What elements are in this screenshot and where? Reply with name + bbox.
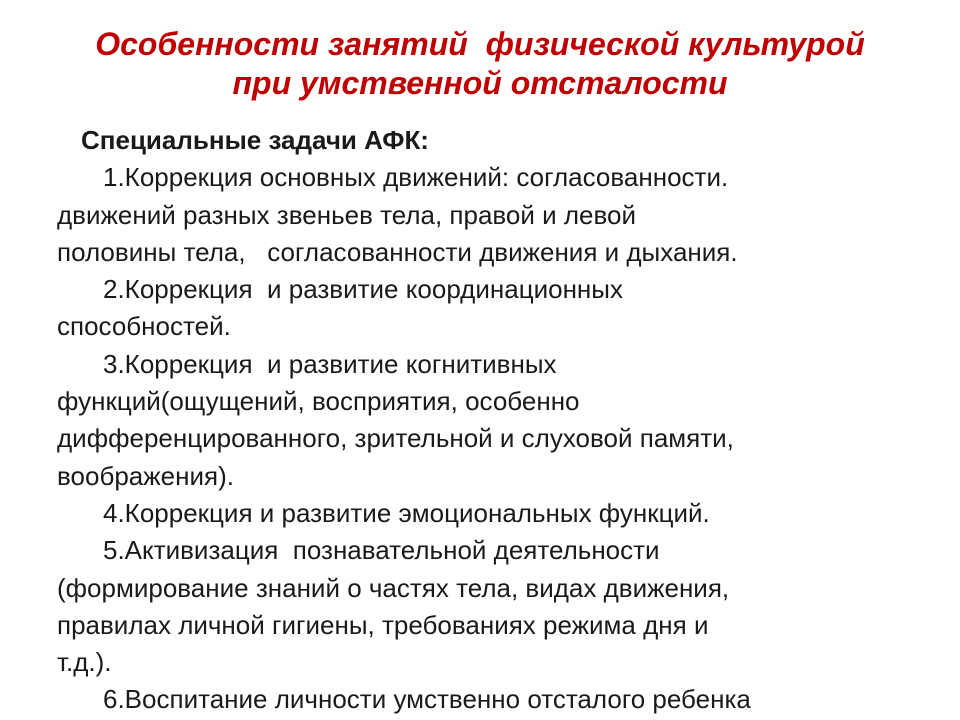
task-2	[57, 271, 937, 346]
task-2-line-2: способностей.	[57, 311, 231, 342]
task-1-line-1: 1.Коррекция основных движений: согласованности.	[103, 162, 729, 193]
task-5-line-4: т.д.).	[57, 647, 112, 678]
task-5-line-2: (формирование знаний о частях тела, видах движения,	[57, 572, 730, 603]
task-4	[57, 495, 937, 532]
task-1	[57, 159, 937, 271]
task-6-line-1: 6.Воспитание личности умственно отсталого ребенка	[103, 684, 751, 715]
task-3-line-1: 3.Коррекция и развитие когнитивных	[103, 348, 557, 379]
task-5-line-3: правилах личной гигиены, требованиях режима дня и	[57, 609, 709, 640]
title-line-2: при умственной отсталости	[232, 65, 728, 101]
task-1-line-2: движений разных звеньев тела, правой и левой	[57, 199, 637, 230]
task-2-line-1: 2.Коррекция и развитие координационных	[103, 274, 623, 305]
task-1-line-3: половины тела, согласованности движения и дыхания.	[57, 236, 738, 267]
task-3-line-3: дифференцированного, зрительной и слуховой памяти,	[57, 423, 734, 454]
task-5	[57, 532, 937, 681]
task-3-line-2: функций(ощущений, восприятия, особенно	[57, 386, 580, 417]
task-6	[57, 681, 937, 718]
task-3	[57, 346, 937, 495]
slide-title	[0, 25, 960, 103]
task-5-line-1: 5.Активизация познавательной деятельности	[103, 535, 660, 566]
subheading: Специальные задачи АФК:	[81, 125, 429, 155]
task-4-line-1: 4.Коррекция и развитие эмоциональных функций.	[103, 497, 710, 528]
title-line-1: Особенности занятий физической культурой	[95, 26, 865, 62]
task-3-line-4: воображения).	[57, 460, 234, 491]
slide-body	[57, 122, 937, 719]
